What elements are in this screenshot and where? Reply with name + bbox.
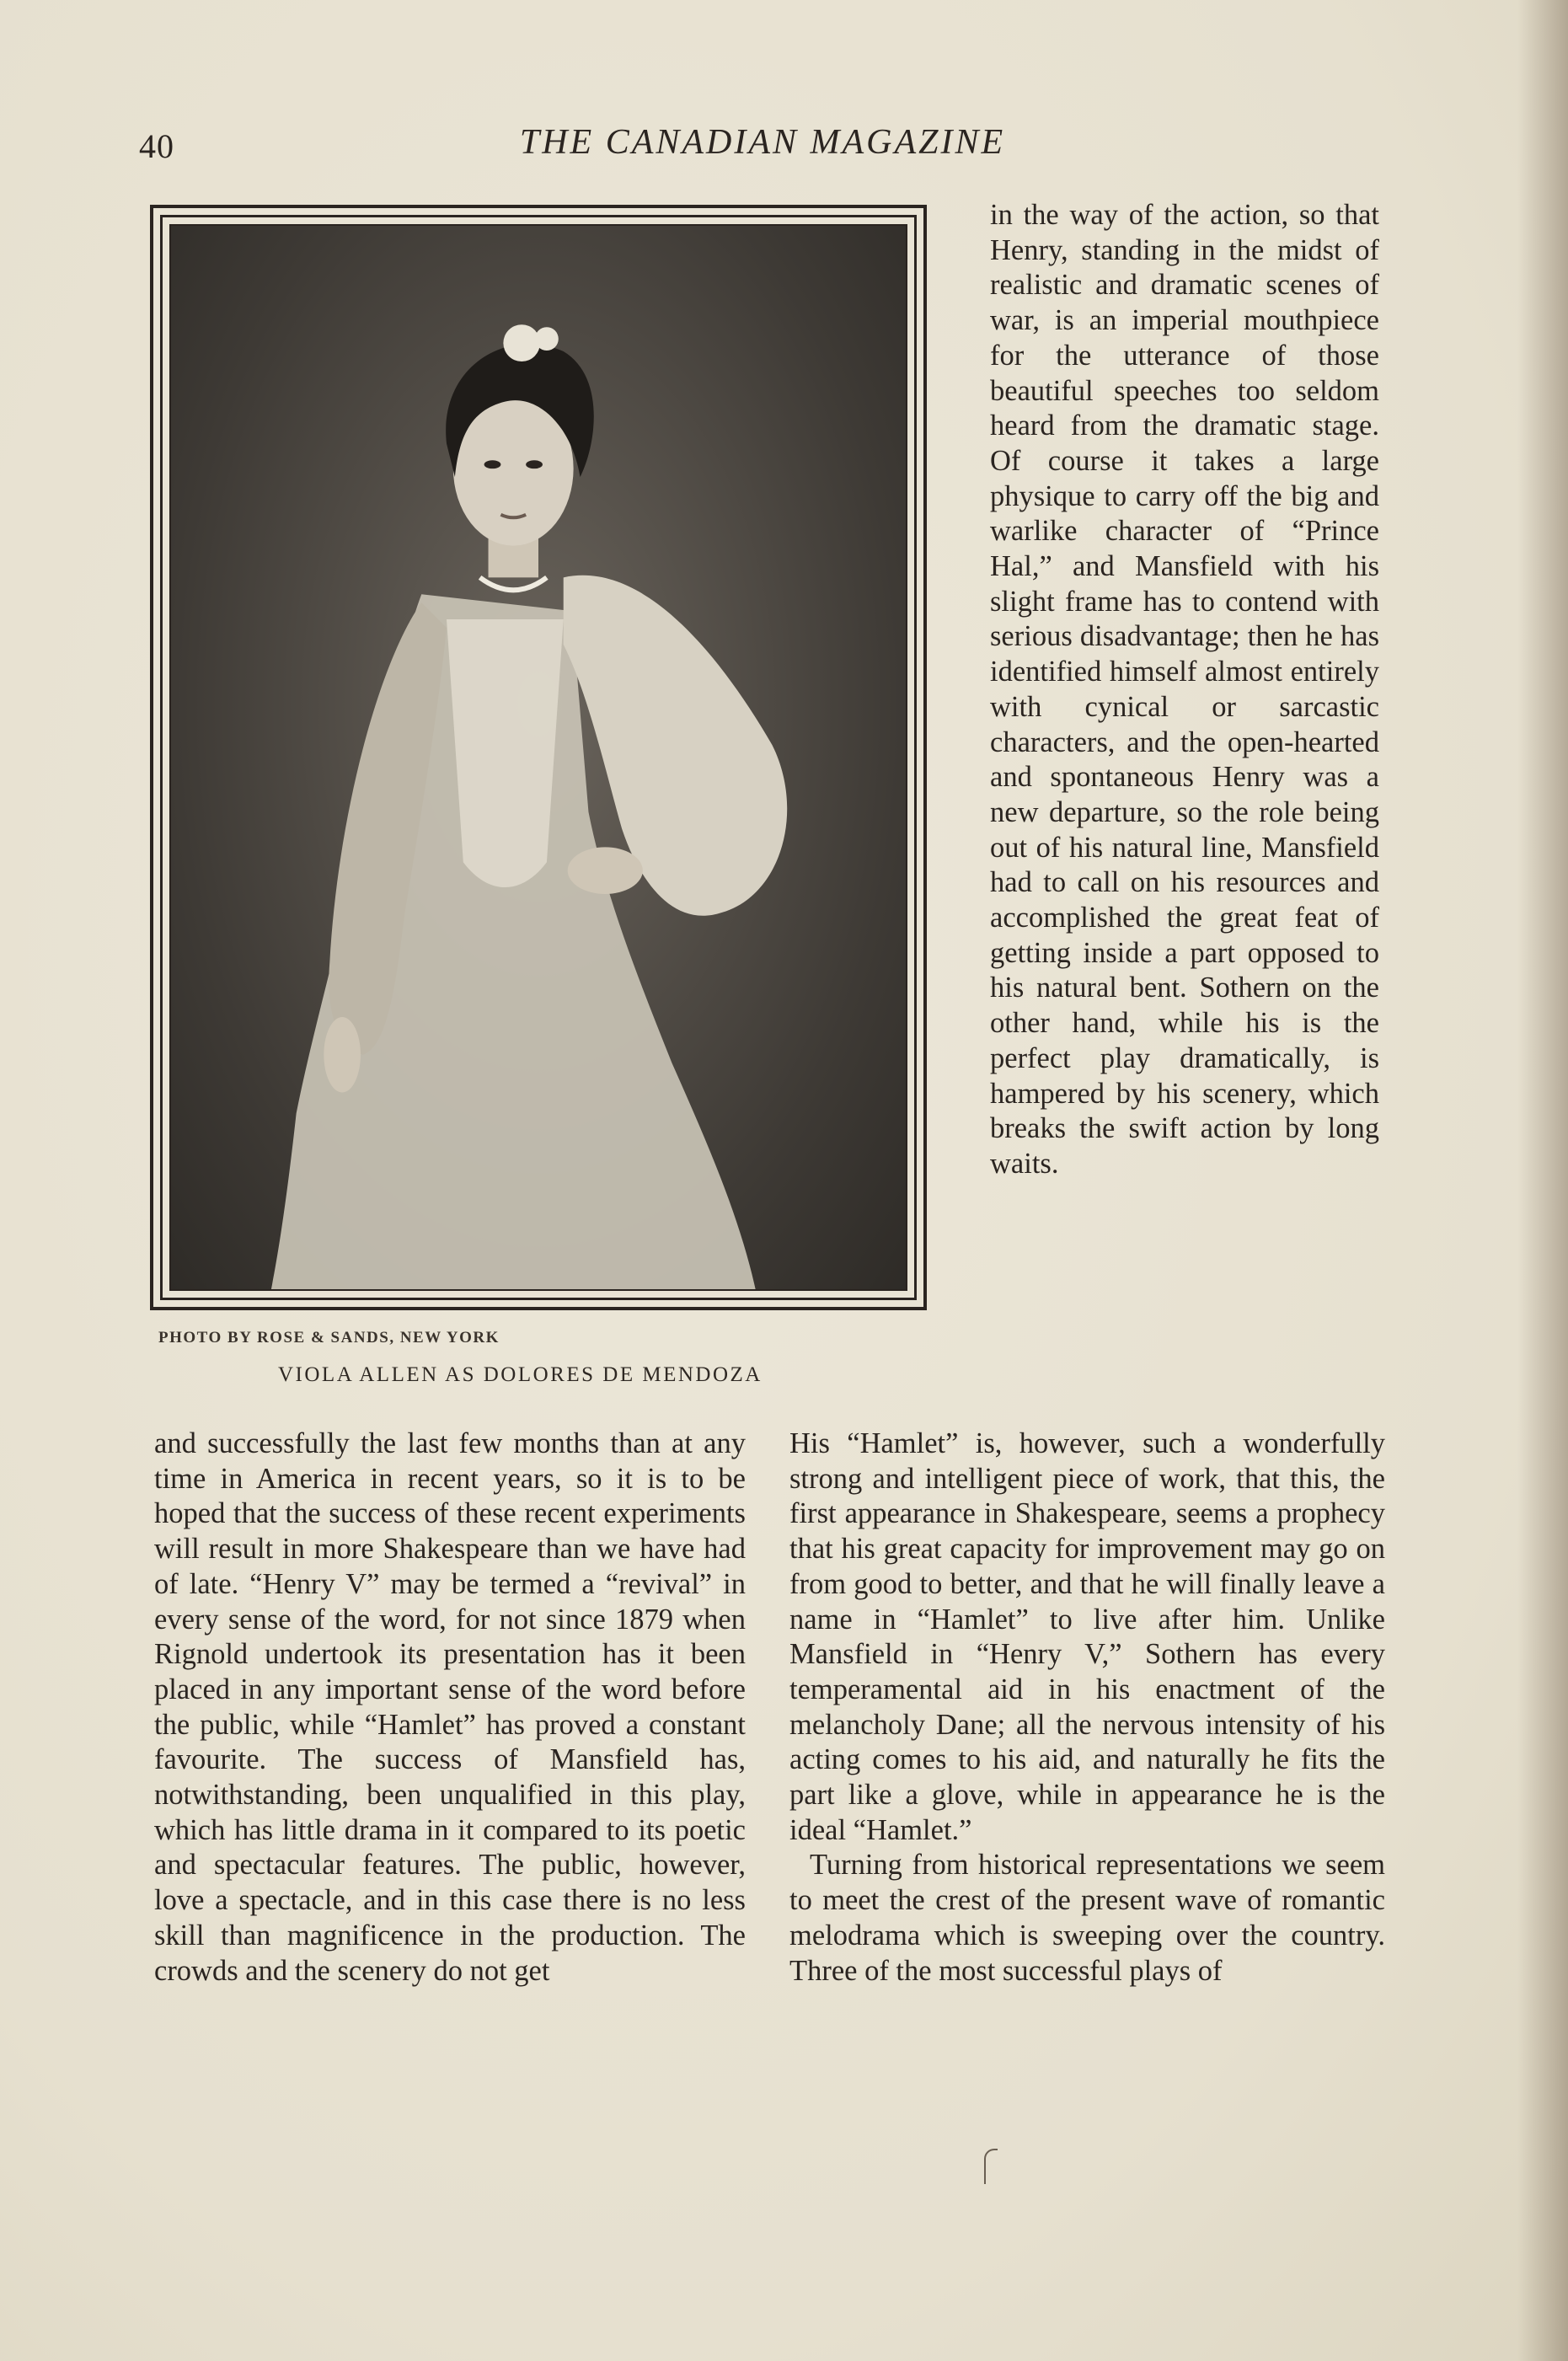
- text-column-right: [789, 1427, 1385, 1989]
- text-column-left: [154, 1427, 746, 1989]
- paragraph: in the way of the action, so that Henry, standing in the midst of realistic and dramatic scenes of war, is an imperial mouthpiece for the utterance of those beautiful speeches too seldom heard from the dramatic stage. Of course it takes a large physique to carry off the big and warlike character of “Prince Hal,” and Mansfield with his slight frame has to contend with serious disadvantage; then he has identified himself almost entirely with cynical or sarcastic characters, and the open-hearted and spontaneous Henry was a new departure, so the role being out of his natural line, Mansfield had to call on his resources and accomplished the great feat of getting inside a part opposed to his natural bent. Sothern on the other hand, while his is the perfect play dramatically, is hampered by his scenery, which breaks the swift action by long waits.: [990, 199, 1379, 1180]
- portrait-photo: [169, 224, 907, 1291]
- photo-credit: PHOTO BY ROSE & SANDS, NEW YORK: [158, 1329, 500, 1346]
- portrait-illustration: [171, 226, 906, 1289]
- printer-mark: [984, 2149, 998, 2184]
- running-head: THE CANADIAN MAGAZINE: [519, 123, 1006, 162]
- page-number: 40: [139, 127, 174, 165]
- text-column-right-narrow: [990, 198, 1379, 1182]
- paragraph: His “Hamlet” is, however, such a wonderfully strong and intelligent piece of work, that this, the first appearance in Shakespeare, seems a prophecy that his great capacity for improvement may go on from good to better, and that he will finally leave a name in “Hamlet” to live after him. Unlike Mansfield in “Henry V,” Sothern has every temperamental aid in his enactment of the melancholy Dane; all the nervous intensity of his acting comes to his aid, and naturally he fits the part like a glove, while in appearance he is the ideal “Hamlet.”: [789, 1427, 1385, 1846]
- paragraph: and successfully the last few months than at any time in America in recent years, so it is to be hoped that the success of these recent experiments will result in more Shakespeare than we have had of late. “Henry V” may be termed a “revival” in every sense of the word, for not since 1879 when Rignold undertook its presentation has it been placed in any important sense of the word before the public, while “Hamlet” has proved a constant favourite. The success of Mansfield has, notwithstanding, been unqualified in this play, which has little drama in it compared to its poetic and spectacular features. The public, however, love a spectacle, and in this case there is no less skill than magnificence in the production. The crowds and the scenery do not get: [154, 1427, 746, 1987]
- figure-caption: VIOLA ALLEN AS DOLORES DE MENDOZA: [278, 1363, 763, 1386]
- spine-shadow: [1517, 0, 1568, 2361]
- photo-frame: [150, 205, 927, 1310]
- paragraph: Turning from historical representations we seem to meet the crest of the present wave of romantic melodrama which is sweeping over the country. Three of the most successful plays of: [789, 1849, 1385, 1987]
- photo-inner-border: [160, 215, 917, 1300]
